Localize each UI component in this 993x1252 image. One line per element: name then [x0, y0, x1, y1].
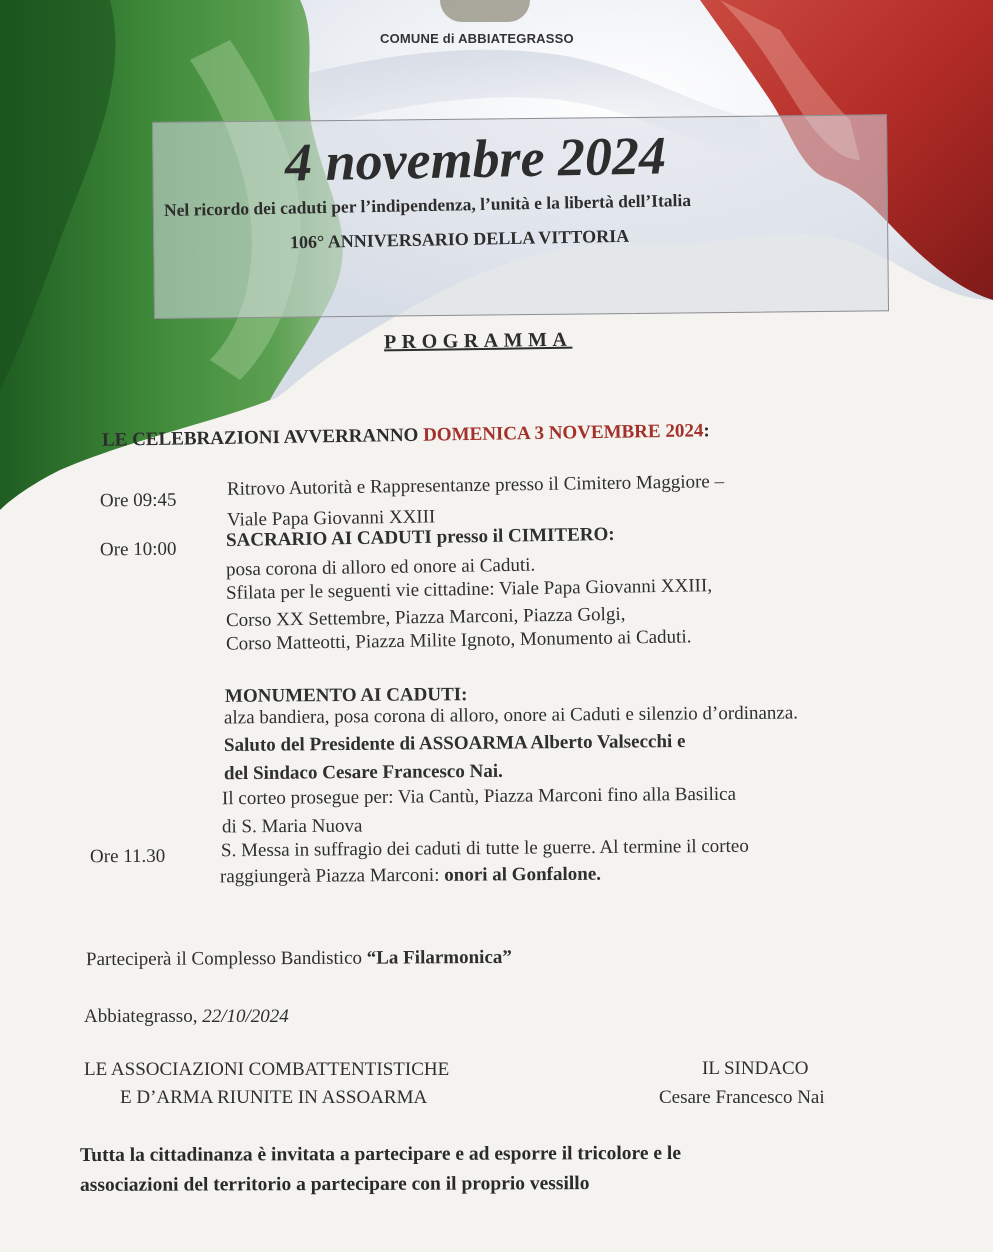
time-0945: Ore 09:45	[99, 489, 177, 512]
coat-of-arms-icon	[440, 0, 530, 22]
time-1130: Ore 11.30	[89, 845, 166, 868]
event-line: Corso XX Settembre, Piazza Marconi, Piazza Golgi,	[225, 603, 626, 632]
event-line: Il corteo prosegue per: Via Cantù, Piazza Marconi fino alla Basilica	[221, 783, 737, 810]
time-1000: Ore 10:00	[99, 538, 177, 561]
date: 22/10/2024	[202, 1006, 289, 1027]
event-line: Corso Matteotti, Piazza Milite Ignoto, Monumento ai Caduti.	[225, 626, 692, 655]
assoc-line-2: E D’ARMA RIUNITE IN ASSOARMA	[120, 1087, 428, 1108]
event-line: S. Messa in suffragio dei caduti di tutte le guerre. Al termine il corteo	[220, 835, 749, 862]
band-name: “La Filarmonica”	[366, 946, 512, 969]
band-notice	[86, 947, 512, 971]
mayor-name: Cesare Francesco Nai	[659, 1087, 825, 1108]
event-line: di S. Maria Nuova	[221, 815, 363, 838]
mayor-title: IL SINDACO	[702, 1058, 809, 1079]
event-line: Sfilata per le seguenti vie cittadine: Viale Papa Giovanni XXIII,	[225, 575, 713, 604]
assoc-line-1: LE ASSOCIAZIONI COMBATTENTISTICHE	[84, 1059, 450, 1080]
event-line: Ritrovo Autorità e Rappresentanze presso il Cimitero Maggiore –	[226, 471, 725, 500]
place: Abbiategrasso,	[84, 1006, 203, 1027]
event-text: raggiungerà Piazza Marconi:	[219, 864, 445, 888]
title-dedication: Nel ricordo dei caduti per l’indipendenza, l’unità e la libertà dell’Italia	[163, 189, 692, 221]
event-line: alza bandiera, posa corona di alloro, onore ai Caduti e silenzio d’ordinanza.	[223, 702, 799, 729]
programma-heading: PROGRAMMA	[383, 328, 573, 354]
event-line: SACRARIO AI CADUTI presso il CIMITERO:	[225, 523, 615, 552]
anniversary-line: 106° ANNIVERSARIO DELLA VITTORIA	[289, 225, 630, 253]
event-line: Viale Papa Giovanni XXIII	[226, 506, 436, 531]
lead-date: DOMENICA 3 NOVEMBRE 2024	[422, 420, 704, 446]
lead-suffix: :	[703, 420, 710, 442]
lead-prefix: LE CELEBRAZIONI AVVERRANNO	[101, 424, 424, 451]
closing-line-2: associazioni del territorio a partecipare con il proprio vessillo	[79, 1173, 590, 1196]
place-date	[84, 1006, 289, 1028]
band-text: Parteciperà il Complesso Bandistico	[85, 947, 367, 971]
event-line: del Sindaco Cesare Francesco Nai.	[223, 760, 503, 785]
closing-line-1: Tutta la cittadinanza è invitata a partecipare e ad esporre il tricolore e le	[79, 1142, 682, 1167]
event-line	[220, 864, 601, 889]
event-text-bold: onori al Gonfalone.	[444, 863, 602, 886]
event-line: posa corona di alloro ed onore ai Caduti.	[225, 554, 536, 581]
page-title: 4 novembre 2024	[284, 125, 667, 193]
comune-label: COMUNE di ABBIATEGRASSO	[380, 31, 574, 46]
event-line: Saluto del Presidente di ASSOARMA Alberto Valsecchi e	[223, 730, 686, 757]
monument-heading: MONUMENTO AI CADUTI:	[224, 684, 468, 707]
